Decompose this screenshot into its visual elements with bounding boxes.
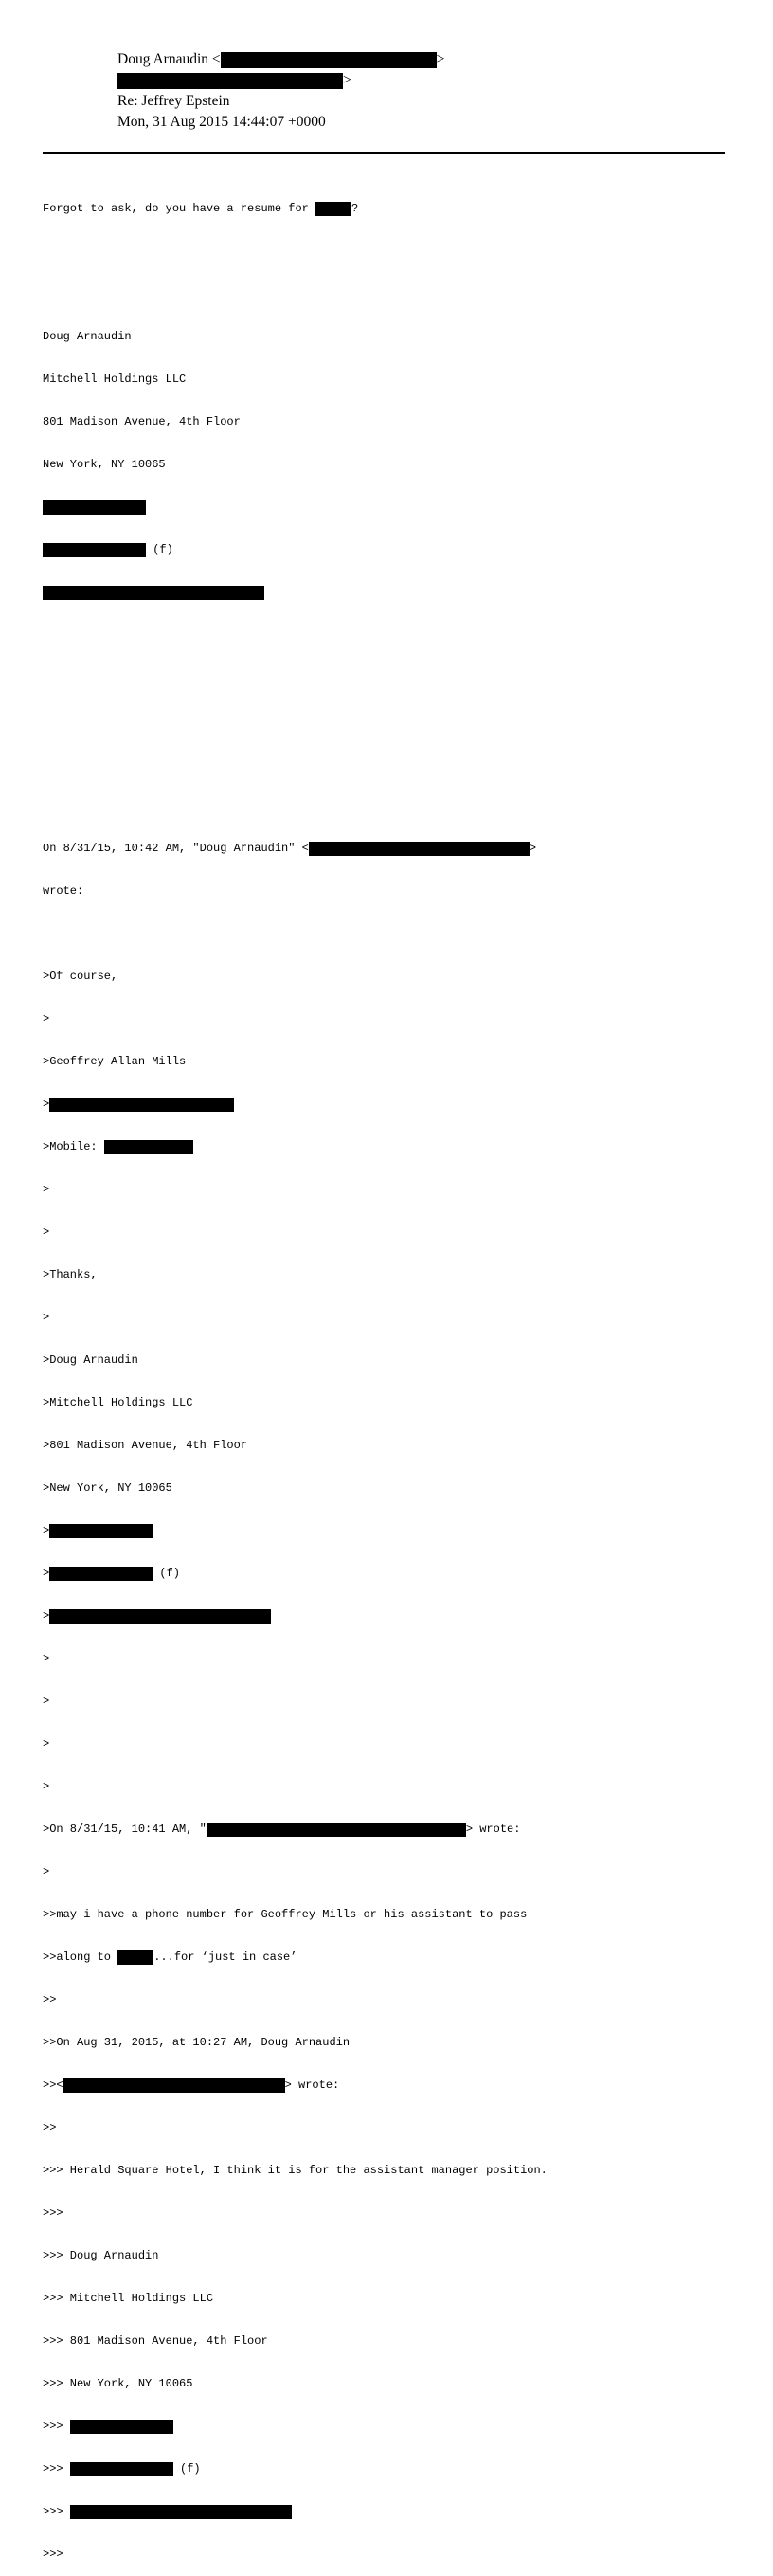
body-text: > wrote: [465,1823,521,1836]
body-text: ...for ‘just in case’ [153,1950,297,1964]
body-text: > [529,842,537,855]
redaction-block [70,2420,173,2434]
redaction-block [309,842,530,856]
quoted-line: >Doug Arnaudin [43,1353,138,1367]
date-value: Mon, 31 Aug 2015 14:44:07 +0000 [117,114,326,130]
quoted-line: >Of course, [43,970,118,983]
redaction-block [43,586,264,600]
redaction-block [104,1140,193,1154]
quoted-line: > [43,1652,50,1665]
blank-line [43,287,734,301]
quoted-line [43,1098,734,1112]
subject-value: Re: Jeffrey Epstein [117,93,230,109]
signature-company: Mitchell Holdings LLC [43,372,187,386]
blank-line [43,927,734,941]
quoted-line [43,2420,734,2434]
quoted-line: >>> [43,2206,63,2220]
quoted-line [43,1140,734,1154]
blank-line [43,245,734,259]
redaction-block [49,1098,234,1112]
body-text: >>> [43,2505,70,2518]
body-text: >On 8/31/15, 10:41 AM, " [43,1823,207,1836]
redaction-block [49,1567,153,1581]
body-text: >Mobile: [43,1140,104,1153]
signature-city: New York, NY 10065 [43,458,166,471]
quoted-line: > [43,1183,50,1196]
quoted-line: >New York, NY 10065 [43,1481,172,1495]
fax-label: (f) [153,543,173,556]
quoted-line [43,1609,734,1624]
email-body [43,173,734,2576]
body-text: > [43,1609,50,1623]
body-text: On 8/31/15, 10:42 AM, "Doug Arnaudin" < [43,842,309,855]
redaction-block [207,1823,466,1837]
quoted-line: >> [43,1993,57,2006]
redaction-block [43,500,146,515]
quoted-line: > [43,1737,50,1751]
quoted-line [43,2462,734,2476]
quoted-line [43,2505,734,2519]
from-close: > [436,51,445,67]
quote-header-wrote: wrote: [43,884,84,898]
body-line [43,543,734,557]
to-close: > [343,72,351,88]
body-line [43,500,734,515]
blank-line [43,628,734,643]
redaction-block [43,543,146,557]
quote-header [43,842,734,856]
body-text: > [43,1567,50,1580]
quoted-line: > [43,1695,50,1708]
blank-line [43,671,734,685]
redaction-block [70,2505,292,2519]
blank-line [43,799,734,813]
body-text: > [43,1098,50,1111]
fax-label: (f) [172,2462,201,2476]
body-text: >>< [43,2078,63,2092]
from-value [117,50,444,69]
quoted-line: >>On Aug 31, 2015, at 10:27 AM, Doug Arnaudin [43,2036,351,2049]
quoted-line [43,1950,734,1965]
signature-name: Doug Arnaudin [43,330,132,343]
body-text: > [43,1524,50,1537]
redaction-block [49,1609,271,1624]
quoted-line: >>> 801 Madison Avenue, 4th Floor [43,2334,268,2348]
quoted-line: >801 Madison Avenue, 4th Floor [43,1439,248,1452]
redaction-block [221,52,437,68]
header-divider [43,152,725,154]
quoted-line: >Thanks, [43,1268,98,1281]
body-line [43,202,734,216]
quoted-line: > [43,1311,50,1324]
quoted-line: >> [43,2121,57,2134]
body-text: >>> [43,2420,70,2433]
body-text: >>> [43,2462,70,2476]
body-text: >>along to [43,1950,118,1964]
quoted-line: >>may i have a phone number for Geoffrey Mills or his assistant to pass [43,1908,528,1921]
blank-line [43,756,734,771]
body-text: > wrote: [284,2078,340,2092]
redaction-block [315,202,351,216]
blank-line [43,714,734,728]
quoted-line: >Mitchell Holdings LLC [43,1396,193,1409]
redaction-block [117,1950,153,1965]
quoted-line: >>> Doug Arnaudin [43,2249,159,2262]
signature-address: 801 Madison Avenue, 4th Floor [43,415,241,428]
quoted-line [43,1823,734,1837]
body-text: Forgot to ask, do you have a resume for [43,202,316,215]
quoted-line: > [43,1225,50,1239]
quoted-line: >>> Herald Square Hotel, I think it is for the assistant manager position. [43,2164,548,2177]
quoted-line: >Geoffrey Allan Mills [43,1055,187,1068]
quoted-line [43,1524,734,1538]
redaction-block [70,2462,173,2476]
fax-label: (f) [153,1567,181,1580]
redaction-block [49,1524,153,1538]
from-name: Doug Arnaudin < [117,51,221,67]
body-line [43,586,734,600]
redaction-block [117,73,343,89]
quoted-line: > [43,1780,50,1793]
body-text: ? [351,202,359,215]
redaction-block [63,2078,285,2093]
quoted-line: > [43,1865,50,1878]
quoted-line: > [43,1012,50,1025]
quoted-line: >>> Mitchell Holdings LLC [43,2292,214,2305]
quoted-line [43,1567,734,1581]
to-value [117,71,351,90]
quoted-line: >>> [43,2548,63,2561]
quoted-line: >>> New York, NY 10065 [43,2377,193,2390]
quoted-line [43,2078,734,2093]
